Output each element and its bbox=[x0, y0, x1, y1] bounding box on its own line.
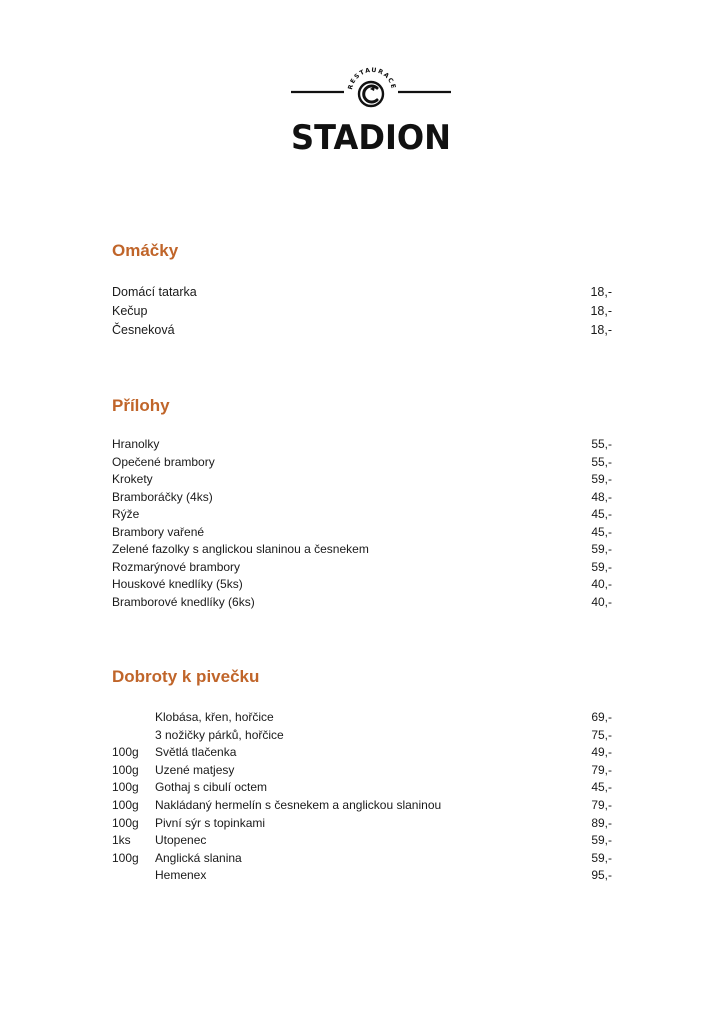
menu-item-price: 45,- bbox=[591, 780, 612, 795]
menu-item-price: 59,- bbox=[591, 833, 612, 848]
menu-item-name: Bramboráčky (4ks) bbox=[112, 489, 213, 504]
menu-item-name: Klobása, křen, hořčice bbox=[155, 710, 274, 724]
menu-item bbox=[112, 745, 612, 763]
menu-item bbox=[112, 798, 612, 816]
menu-item-price: 18,- bbox=[590, 304, 612, 318]
menu-item-price: 45,- bbox=[591, 524, 612, 539]
menu-item-quantity: 100g bbox=[112, 780, 139, 795]
menu-item bbox=[112, 323, 612, 342]
menu-item-name: Rýže bbox=[112, 507, 140, 521]
menu-item bbox=[112, 833, 612, 851]
menu-item-price: 59,- bbox=[591, 559, 612, 574]
menu-item-price: 69,- bbox=[591, 710, 612, 724]
menu-item-price: 95,- bbox=[591, 868, 612, 883]
menu-item-price: 45,- bbox=[591, 507, 612, 521]
menu-item bbox=[112, 455, 612, 473]
menu-item-price: 59,- bbox=[591, 542, 612, 556]
menu-item-name: Hemenex bbox=[155, 868, 207, 883]
menu-item-name: Uzené matjesy bbox=[155, 762, 235, 777]
menu-item bbox=[112, 437, 612, 455]
menu-item bbox=[112, 710, 612, 728]
snacks-list bbox=[112, 710, 612, 886]
menu-item-price: 55,- bbox=[591, 437, 612, 451]
menu-item bbox=[112, 285, 612, 304]
menu-item-quantity: 1ks bbox=[112, 833, 131, 848]
menu-item bbox=[112, 507, 612, 525]
menu-item-name: Anglická slanina bbox=[155, 850, 242, 865]
menu-item-price: 40,- bbox=[591, 594, 612, 609]
menu-item-price: 59,- bbox=[591, 472, 612, 486]
section-title-snacks: Dobroty k pivečku bbox=[112, 667, 260, 686]
menu-item-price: 79,- bbox=[591, 797, 612, 812]
menu-item-price: 40,- bbox=[591, 577, 612, 591]
sauces-list bbox=[112, 285, 612, 342]
menu-item-quantity: 100g bbox=[112, 745, 139, 760]
menu-item-name: Zelené fazolky s anglickou slaninou a česnekem bbox=[112, 542, 369, 556]
menu-item bbox=[112, 560, 612, 578]
menu-item bbox=[112, 816, 612, 834]
menu-item-price: 18,- bbox=[590, 323, 612, 337]
menu-item bbox=[112, 595, 612, 613]
menu-item-name: Gothaj s cibulí octem bbox=[155, 780, 268, 795]
menu-item-price: 59,- bbox=[591, 850, 612, 865]
logo-arc-text: RESTAURACE bbox=[347, 66, 397, 91]
menu-item-name: 3 nožičky párků, hořčice bbox=[155, 727, 284, 742]
sides-list bbox=[112, 437, 612, 612]
restaurant-logo bbox=[288, 60, 454, 156]
menu-item-name: Česneková bbox=[112, 323, 175, 337]
menu-item-name: Utopenec bbox=[155, 833, 207, 848]
menu-item bbox=[112, 763, 612, 781]
menu-item-price: 79,- bbox=[591, 762, 612, 777]
menu-item bbox=[112, 490, 612, 508]
menu-item-name: Krokety bbox=[112, 472, 153, 486]
menu-item-name: Brambory vařené bbox=[112, 524, 205, 539]
menu-item bbox=[112, 780, 612, 798]
menu-item bbox=[112, 728, 612, 746]
logo-wordmark: STADION bbox=[291, 118, 451, 156]
menu-item-price: 18,- bbox=[590, 285, 612, 299]
menu-item-name: Světlá tlačenka bbox=[155, 745, 237, 760]
menu-item-quantity: 100g bbox=[112, 797, 139, 812]
menu-item-name: Kečup bbox=[112, 304, 148, 318]
menu-item-quantity: 100g bbox=[112, 850, 139, 865]
menu-item-price: 48,- bbox=[591, 489, 612, 504]
menu-item-name: Domácí tatarka bbox=[112, 285, 197, 299]
menu-item-name: Houskové knedlíky (5ks) bbox=[112, 577, 243, 591]
menu-item-name: Bramborové knedlíky (6ks) bbox=[112, 594, 255, 609]
menu-item-price: 49,- bbox=[591, 745, 612, 760]
menu-item bbox=[112, 542, 612, 560]
menu-item-quantity: 100g bbox=[112, 815, 139, 830]
menu-item bbox=[112, 868, 612, 886]
menu-item-name: Nakládaný hermelín s česnekem a anglickou slaninou bbox=[155, 797, 442, 812]
menu-item bbox=[112, 304, 612, 323]
menu-item bbox=[112, 851, 612, 869]
menu-item bbox=[112, 472, 612, 490]
menu-item-quantity: 100g bbox=[112, 762, 139, 777]
menu-item-name: Hranolky bbox=[112, 437, 160, 451]
menu-item bbox=[112, 577, 612, 595]
menu-item bbox=[112, 525, 612, 543]
section-title-sides: Přílohy bbox=[112, 396, 170, 415]
menu-item-price: 89,- bbox=[591, 815, 612, 830]
menu-item-name: Rozmarýnové brambory bbox=[112, 559, 241, 574]
section-title-sauces: Omáčky bbox=[112, 241, 179, 260]
menu-item-price: 55,- bbox=[591, 454, 612, 469]
menu-item-price: 75,- bbox=[591, 727, 612, 742]
menu-item-name: Opečené brambory bbox=[112, 454, 215, 469]
menu-item-name: Pivní sýr s topinkami bbox=[155, 815, 266, 830]
